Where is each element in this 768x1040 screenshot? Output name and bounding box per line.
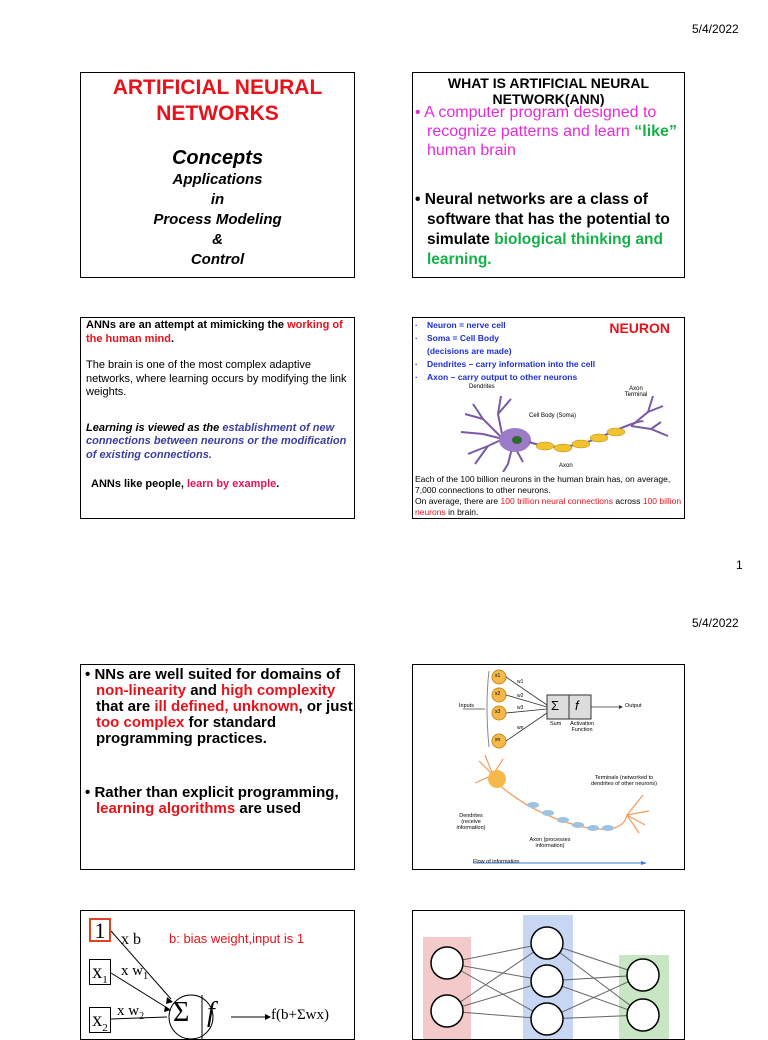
list-item: [415, 345, 595, 358]
highlight-text: too complex: [96, 714, 185, 731]
list-item: · Dendrites – carry information into the cell: [415, 359, 596, 369]
subtitle-ampersand: &: [212, 231, 223, 248]
neuron-bullets: [415, 319, 595, 384]
label-sum: Sum: [550, 721, 562, 727]
slide-what-is-ann: [412, 72, 685, 278]
label-wn: wn: [517, 725, 524, 731]
text: Rather than explicit programming,: [94, 784, 339, 801]
text-end: .: [170, 332, 175, 345]
caption-line: [415, 496, 683, 518]
label-w2: w2: [517, 693, 524, 699]
formula-b: x: [316, 1007, 325, 1023]
x1-sub: 1: [102, 974, 108, 986]
x2-text: x: [92, 1009, 103, 1031]
bullet-text: Neural networks are a class of software that has the potential to simulate: [424, 191, 670, 248]
output-formula: [271, 1007, 329, 1024]
highlight-text: learning algorithms: [96, 800, 236, 817]
subtitle-applications: Applications: [172, 171, 263, 188]
slide-neuron: [412, 317, 685, 519]
label-x2: x2: [495, 691, 501, 697]
label-flow: Flow of information: [473, 859, 520, 865]
f-symbol: f: [207, 997, 215, 1028]
bullet-text-end: human brain: [427, 142, 516, 159]
concepts-label: Concepts: [171, 147, 264, 169]
slide-ann-mimicking: [80, 317, 355, 519]
highlight-text: high complexity: [221, 682, 336, 699]
para-mimicking: [86, 319, 349, 346]
subtitle-in: in: [210, 191, 225, 208]
bullet-marker: •: [85, 666, 91, 683]
label-terminals: Terminals (networked to dendrites of other neurons): [590, 775, 658, 787]
bias-weight-label: x b: [121, 931, 141, 948]
text: that are: [96, 698, 151, 715]
label-xn: xn: [495, 737, 501, 743]
formula-c: ): [324, 1007, 330, 1023]
slide-title: [80, 72, 355, 278]
label-dendrites: Dendrites (receive information): [456, 813, 486, 831]
label-x3: x3: [495, 709, 501, 715]
text: and: [190, 682, 217, 699]
text: On average, there are: [415, 496, 499, 506]
date-page2: 5/4/2022: [692, 616, 739, 630]
bullet-learning-algorithms: [83, 785, 355, 817]
w1-text: x w: [121, 963, 144, 979]
slide-title-heading: [81, 75, 354, 127]
bias-input-box: 1: [89, 918, 111, 942]
w2-text: x w: [117, 1003, 140, 1019]
w1-sub: 1: [143, 971, 149, 982]
x2-sub: 2: [102, 1022, 108, 1034]
text: ANNs like people,: [91, 478, 184, 490]
highlight-text: non-linearity: [96, 682, 187, 699]
slide-perceptron-diagram: [412, 664, 685, 870]
bias-note: b: bias weight,input is 1: [169, 931, 305, 946]
like-word: “like”: [634, 123, 677, 140]
text: for standard programming practices.: [96, 714, 277, 747]
text-end: .: [276, 478, 280, 490]
w2-sub: 2: [139, 1011, 145, 1022]
highlight-text: learn by example: [186, 478, 277, 490]
title-line2: NETWORKS: [156, 102, 279, 125]
highlight-text: establishment of new connections between neurons or the modification of existing connections.: [86, 421, 347, 461]
subtitle-process-modeling: Process Modeling: [153, 211, 282, 228]
bullet-domains: [83, 667, 355, 747]
network-svg: [413, 911, 685, 1040]
label-cell-body: Cell Body (Soma): [529, 413, 577, 419]
subtitle-control: Control: [190, 251, 245, 268]
bullet-text: Axon – carry output to other neurons: [427, 372, 578, 382]
slide-nn-domains: [80, 664, 355, 870]
highlight-text: 100 billion neurons: [415, 496, 682, 517]
neuron-caption: [415, 474, 683, 518]
label-w1: w1: [517, 679, 524, 685]
f-symbol: f: [575, 698, 579, 713]
highlight-text: ill defined, unknown: [154, 698, 299, 715]
sigma-symbol: Σ: [173, 997, 190, 1028]
label-inputs: Inputs: [459, 703, 474, 709]
bullet-marker: •: [415, 104, 421, 121]
label-output: Output: [625, 703, 642, 709]
text: in brain.: [448, 507, 479, 517]
list-item: · Axon – carry output to other neurons: [415, 372, 578, 382]
x1-text: x: [92, 961, 103, 983]
bullet-class-of-software: [415, 190, 685, 270]
text: Learning is viewed as the: [86, 421, 220, 434]
slide-network-diagram: [412, 910, 685, 1040]
highlight-text: biological thinking and learning.: [427, 231, 663, 268]
bullet-text: A computer program designed to recognize patterns and learn: [424, 104, 657, 140]
bullet-marker: •: [85, 784, 91, 801]
title-line1: ARTIFICIAL NEURAL: [112, 76, 323, 99]
para-learning: [86, 422, 349, 463]
heading-line1: WHAT IS ARTIFICIAL NEURAL: [447, 75, 650, 91]
highlight-text: working of the human mind: [86, 319, 343, 345]
label-axon: Axon (processes information): [529, 837, 571, 849]
text: are used: [239, 800, 302, 817]
text: , or just: [298, 698, 353, 715]
para-learn-by-example: [86, 478, 349, 492]
label-axon-terminal: Axon Terminal: [624, 386, 648, 398]
label-dendrites: Dendrites: [469, 384, 495, 390]
neuron-title: NEURON: [609, 320, 670, 336]
label-activation: Activation Function: [570, 721, 594, 733]
bullet-marker: •: [415, 191, 421, 208]
bullet-text: Soma = Cell Body: [427, 333, 500, 343]
label-axon: Axon: [559, 463, 573, 469]
date-page1: 5/4/2022: [692, 22, 739, 36]
slide-bias-weight: [80, 910, 355, 1040]
list-item: · Neuron = nerve cell: [415, 320, 506, 330]
text: across: [615, 496, 641, 506]
heading-line2: NETWORK(ANN): [492, 91, 605, 107]
label-x1: x1: [495, 673, 501, 679]
caption-line: Each of the 100 billion neurons in the human brain has, on average, 7,000 connections to other neurons.: [415, 474, 671, 495]
formula-a: f(b+Σw: [271, 1007, 317, 1023]
text: ANNs are an attempt at mimicking the: [86, 319, 285, 331]
bullet-text: (decisions are made): [427, 346, 512, 356]
sigma-symbol: Σ: [551, 698, 560, 713]
bullet-definition: [415, 103, 685, 160]
bullet-text: Neuron = nerve cell: [427, 320, 506, 330]
label-w3: w3: [517, 705, 524, 711]
text: NNs are well suited for domains of: [94, 666, 341, 683]
page-number: 1: [736, 558, 743, 572]
bullet-text: Dendrites – carry information into the cell: [427, 359, 596, 369]
list-item: · Soma = Cell Body: [415, 333, 500, 343]
para-brain: The brain is one of the most complex adaptive networks, where learning occurs by modifying the link weights.: [86, 359, 347, 398]
highlight-text: 100 trillion neural connections: [500, 496, 614, 506]
